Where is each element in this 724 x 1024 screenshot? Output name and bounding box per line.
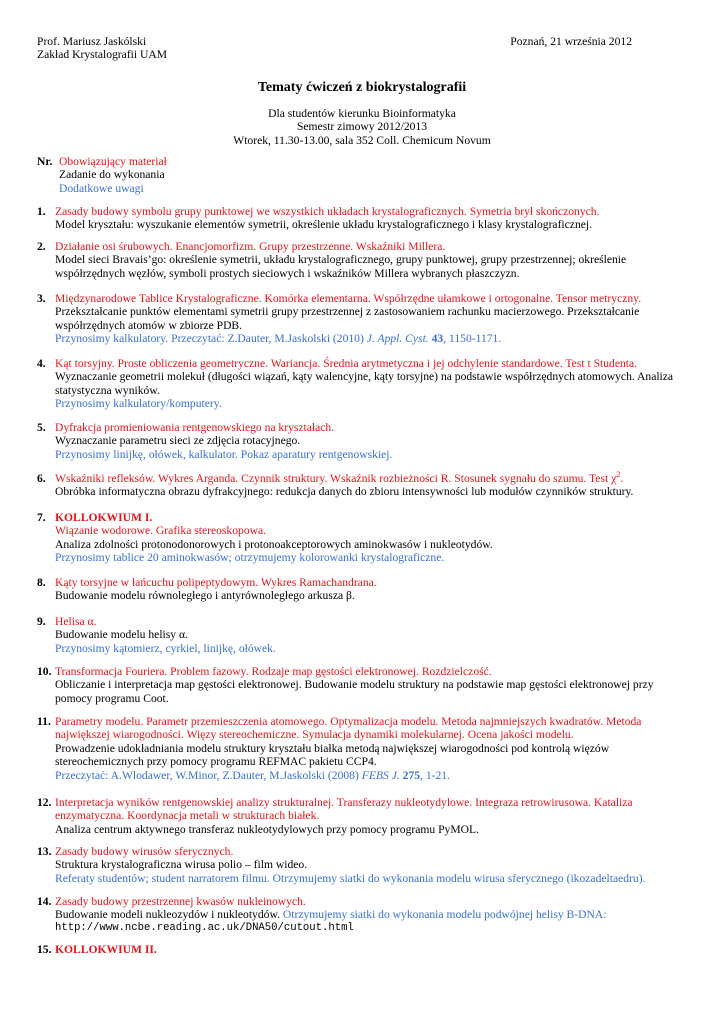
item-task: Przekształcanie punktów elementami symetrii grupy przestrzennej z zastosowaniem rachunku macierzowego. Przekształcanie współrzędnych atomów w zbiorze PDB. xyxy=(55,305,640,332)
item-required: Kąty torsyjne w łańcuchu polipeptydowym. Wykres Ramachandrana. xyxy=(55,576,377,589)
item-number: 11. xyxy=(37,715,51,728)
item-number: 12. xyxy=(37,796,52,809)
item-number: 13. xyxy=(37,845,52,858)
item-required: Zasady budowy symbolu grupy punktowej we wszystkich układach krystalograficznych. Symetria brył skończonych. xyxy=(55,205,600,218)
item-required: Wskaźniki refleksów. Wykres Arganda. Czynnik struktury. Wskaźnik rozbieżności R. Stosunek sygnału do szumu. Test $\chi^2$. xyxy=(55,470,624,485)
item-required: Zasady budowy wirusów sferycznych. xyxy=(55,845,234,858)
journal-name: J. Appl. Cyst. xyxy=(366,332,429,346)
item-task: Model sieci Bravais’go: określenie symetrii, układu krystalograficznego, grupy punktowej, grupy przestrzennej; określenie współrzędnych węzłów, symboli prostych sieciowych i wskaźników Millera wybranych płaszczyzn. xyxy=(55,253,627,280)
legend-nr-label: Nr. xyxy=(37,155,53,168)
subtitle-line: Dla studentów kierunku Bioinformatyka xyxy=(268,107,456,120)
item-required-kollokwium: KOLLOKWIUM I. xyxy=(55,511,153,524)
item-number: 5. xyxy=(37,421,46,434)
item-notes: Przynosimy kątomierz, cyrkiel, linijkę, ołówek. xyxy=(55,641,276,655)
item-notes: Przynosimy tablice 20 aminokwasów; otrzymujemy kolorowanki krystalograficzne. xyxy=(55,551,445,565)
item-number: 9. xyxy=(37,615,46,628)
item-required: Transformacja Fouriera. Problem fazowy. Rodzaje map gęstości elektronowej. Rozdzielczość. xyxy=(55,665,492,678)
item-task: Obliczanie i interpretacja map gęstości elektronowej. Budowanie modelu struktury na podstawie map gęstości elektronowej przy pomocy programu Coot. xyxy=(55,678,654,705)
item-number: 3. xyxy=(37,292,46,305)
item-number: 7. xyxy=(37,511,46,524)
item-task: Analiza centrum aktywnego transferaz nukleotydylowych przy pomocy programu PyMOL. xyxy=(55,822,480,836)
header-date: Poznań, 21 września 2012 xyxy=(510,35,632,48)
item-required: Wiązanie wodorowe. Grafika stereoskopowa. xyxy=(55,524,267,538)
item-task: Wyznaczanie parametru sieci ze zdjęcia rotacyjnego. xyxy=(55,434,301,448)
item-required: Zasady budowy przestrzennej kwasów nukleinowych. xyxy=(55,895,306,908)
item-notes: Przynosimy kalkulatory/komputery. xyxy=(55,397,222,411)
item-number: 15. xyxy=(37,943,52,956)
item-notes: Przynosimy kalkulatory. Przeczytać: Z.Dauter, M.Jaskolski (2010) J. Appl. Cyst. 43, 1150-1171. xyxy=(55,332,502,346)
item-required-kollokwium: KOLLOKWIUM II. xyxy=(55,943,157,956)
item-number: 4. xyxy=(37,357,46,370)
item-task: Budowanie modelu helisy α. xyxy=(55,628,188,642)
subtitle-block xyxy=(0,107,724,147)
item-task-line xyxy=(55,908,689,921)
item-number: 10. xyxy=(37,665,52,678)
subtitle-line: Wtorek, 11.30-13.00, sala 352 Coll. Chemicum Novum xyxy=(233,133,491,147)
journal-volume: 43 xyxy=(431,332,444,346)
document-title: Tematy ćwiczeń z biokrystalografii xyxy=(257,80,467,95)
item-notes: Przynosimy linijkę, ołówek, kalkulator. Pokaz aparatury rentgenowskiej. xyxy=(55,447,393,461)
item-number: 6. xyxy=(37,472,46,485)
journal-name: FEBS J. xyxy=(361,768,400,782)
legend-task: Zadanie do wykonania xyxy=(59,168,165,182)
item-required: Dyfrakcja promieniowania rentgenowskiego na kryształach. xyxy=(55,421,335,434)
item-required: Interpretacja wyników rentgenowskiej analizy strukturalnej. Transferazy nukleotydylowe. Integraza retrowirusowa. Kataliza enzymatyczna. Koordynacja metali w strukturach białek. xyxy=(55,796,633,823)
subtitle-line: Semestr zimowy 2012/2013 xyxy=(296,120,428,134)
item-required: Działanie osi śrubowych. Enancjomorfizm. Grupy przestrzenne. Wskaźniki Millera. xyxy=(55,240,446,253)
item-notes: Przeczytać: A.Wlodawer, W.Minor, Z.Dauter, M.Jaskolski (2008) FEBS J. 275, 1-21. xyxy=(55,768,450,782)
item-required: Parametry modelu. Parametr przemieszczenia atomowego. Optymalizacja modelu. Metoda najmniejszych kwadratów. Metoda największej wiarogodności. Więzy stereochemiczne. Symulacja dynamiki molekularnej. Ocena jakości modelu. xyxy=(55,715,642,742)
item-task: Obróbka informatyczna obrazu dyfrakcyjnego: redukcja danych do zbioru intensywności lub modułów czynników struktury. xyxy=(55,485,634,499)
item-required: Kąt torsyjny. Proste obliczenia geometryczne. Wariancja. Średnia arytmetyczna i jej odchylenie standardowe. Test t Studenta. xyxy=(55,357,638,370)
item-number: 1. xyxy=(37,205,46,218)
item-task: Analiza zdolności protonodonorowych i protonoakceptorowych aminokwasów i nukleotydów. xyxy=(55,537,493,551)
item-notes: Otrzymujemy siatki do wykonania modelu podwójnej helisy B-DNA: xyxy=(282,908,607,922)
item-task: Prowadzenie udokładniania modelu struktury kryształu białka metodą największej wiarogodności pod kontrolą więzów stereochemicznych przy pomocy programu REFMAC pakietu CCP4. xyxy=(55,741,610,769)
item-required: Międzynarodowe Tablice Krystalograficzne. Komórka elementarna. Współrzędne ułamkowe i ortogonalne. Tensor metryczny. xyxy=(55,292,642,305)
item-required: Helisa α. xyxy=(55,615,97,628)
department-name: Zakład Krystalografii UAM xyxy=(37,48,168,62)
item-task: Struktura krystalograficzna wirusa polio – film wideo. xyxy=(55,858,308,872)
header-left xyxy=(37,35,167,62)
author-name: Prof. Mariusz Jaskólski xyxy=(37,35,147,48)
item-task: Wyznaczanie geometrii molekuł (długości wiązań, kąty walencyjne, kąty torsyjne) na podstawie współrzędnych atomowych. Analiza statystyczna wyników. xyxy=(55,370,674,397)
item-task: Budowanie modelu równoległego i antyrównoległego arkusza β. xyxy=(55,589,355,603)
item-notes: Referaty studentów; student narratorem filmu. Otrzymujemy siatki do wykonania modelu wirusa sferycznego (ikozadeltaedru). xyxy=(55,871,646,885)
journal-volume: 275 xyxy=(402,768,421,782)
legend-required: Obowiązujący materiał xyxy=(59,155,167,168)
item-task: Model kryształu: wyszukanie elementów symetrii, określenie układu krystalograficznego i klasy krystalograficznej. xyxy=(55,218,593,232)
item-url: http://www.ncbe.reading.ac.uk/DNA50/cutout.html xyxy=(55,921,354,934)
item-number: 14. xyxy=(37,895,52,908)
item-number: 8. xyxy=(37,576,46,589)
item-number: 2. xyxy=(37,240,46,253)
legend-notes: Dodatkowe uwagi xyxy=(59,181,144,195)
item-task: Budowanie modeli nukleozydów i nukleotydów. xyxy=(55,908,283,922)
